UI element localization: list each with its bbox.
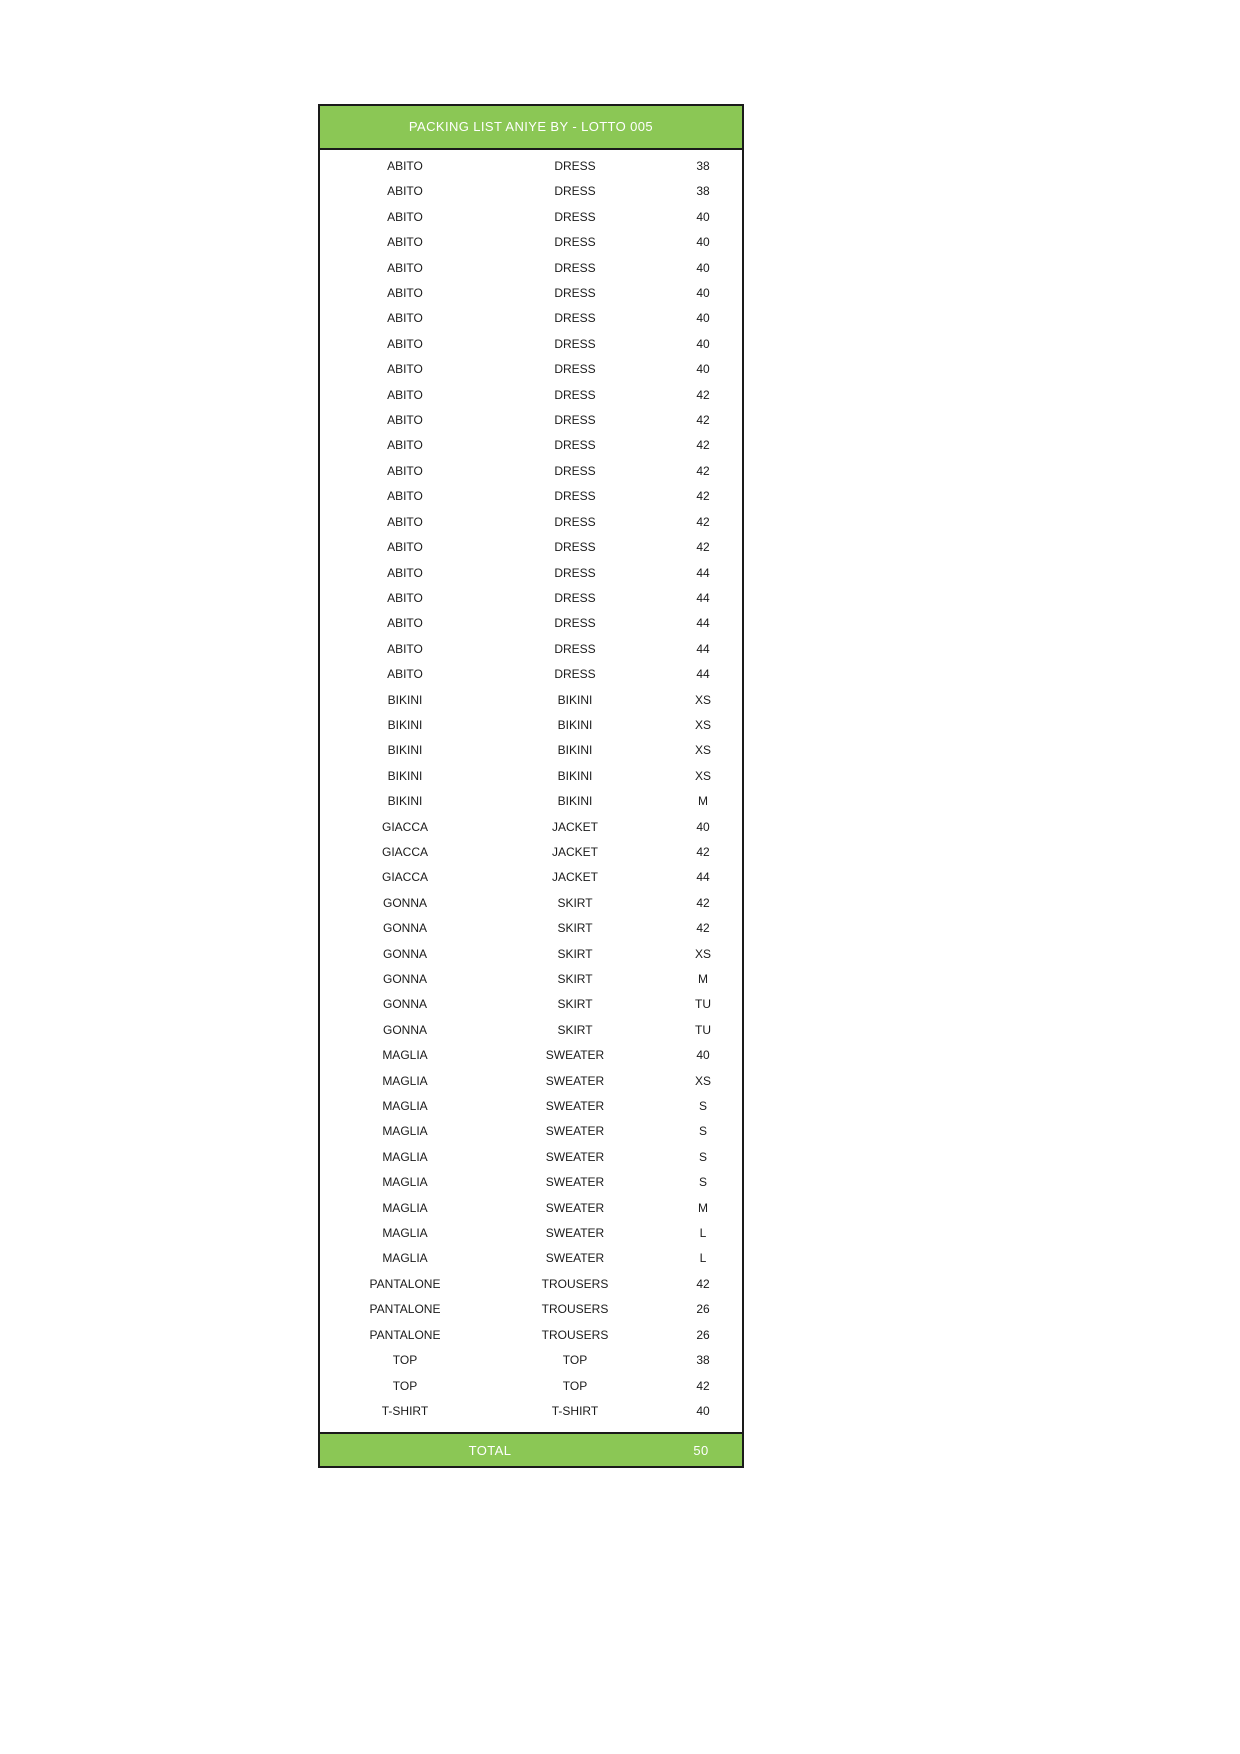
cell-item-italian: ABITO bbox=[387, 565, 423, 580]
cell-size: 42 bbox=[696, 438, 710, 453]
cell-item-italian: MAGLIA bbox=[382, 1200, 428, 1215]
cell-item-english: SWEATER bbox=[545, 1226, 605, 1241]
table-row bbox=[320, 713, 746, 738]
cell-item-english: JACKET bbox=[551, 819, 598, 834]
document-title: PACKING LIST ANIYE BY - LOTTO 005 bbox=[320, 106, 742, 150]
cell-size: 42 bbox=[696, 489, 710, 504]
table-row bbox=[320, 1170, 746, 1195]
cell-size: 42 bbox=[696, 921, 710, 936]
table-row bbox=[320, 306, 746, 331]
cell-size: XS bbox=[694, 768, 711, 783]
cell-item-english: DRESS bbox=[554, 387, 596, 402]
cell-item-english: SKIRT bbox=[557, 946, 593, 961]
cell-item-italian: ABITO bbox=[387, 159, 423, 173]
cell-item-italian: GONNA bbox=[382, 921, 427, 936]
cell-size: XS bbox=[694, 946, 711, 961]
cell-item-english: DRESS bbox=[554, 616, 596, 631]
table-row bbox=[320, 942, 746, 967]
cell-item-english: SWEATER bbox=[545, 1200, 605, 1215]
table-row bbox=[320, 281, 746, 306]
cell-item-english: TOP bbox=[562, 1378, 588, 1393]
cell-size: 44 bbox=[696, 667, 710, 682]
cell-item-italian: BIKINI bbox=[387, 794, 423, 809]
table-row bbox=[320, 383, 746, 408]
cell-size: 42 bbox=[696, 413, 710, 428]
cell-size: S bbox=[698, 1099, 707, 1114]
cell-item-english: TROUSERS bbox=[541, 1327, 609, 1342]
cell-item-english: DRESS bbox=[554, 260, 596, 275]
table-row bbox=[320, 611, 746, 636]
cell-item-english: SKIRT bbox=[557, 895, 593, 910]
cell-item-english: TOP bbox=[562, 1353, 588, 1368]
cell-item-italian: ABITO bbox=[387, 413, 423, 428]
table-row bbox=[320, 764, 746, 789]
cell-item-italian: MAGLIA bbox=[382, 1251, 428, 1266]
cell-item-english: DRESS bbox=[554, 209, 596, 224]
table-row bbox=[320, 433, 746, 458]
cell-item-italian: ABITO bbox=[387, 540, 423, 555]
cell-item-italian: PANTALONE bbox=[369, 1327, 441, 1342]
cell-item-english: DRESS bbox=[554, 184, 596, 199]
cell-item-italian: ABITO bbox=[387, 387, 423, 402]
table-row bbox=[320, 815, 746, 840]
cell-item-english: JACKET bbox=[551, 844, 598, 859]
cell-item-english: SKIRT bbox=[557, 921, 593, 936]
cell-size: 40 bbox=[696, 260, 710, 275]
table-row bbox=[320, 1069, 746, 1094]
table-row bbox=[320, 1323, 746, 1348]
table-row bbox=[320, 865, 746, 890]
cell-item-english: BIKINI bbox=[557, 692, 593, 707]
cell-item-italian: GONNA bbox=[382, 946, 427, 961]
cell-item-english: SWEATER bbox=[545, 1073, 605, 1088]
cell-item-italian: ABITO bbox=[387, 209, 423, 224]
cell-size: 40 bbox=[696, 311, 710, 326]
cell-item-italian: ABITO bbox=[387, 286, 423, 301]
cell-size: 44 bbox=[696, 565, 710, 580]
cell-item-italian: ABITO bbox=[387, 438, 423, 453]
cell-item-english: DRESS bbox=[554, 463, 596, 478]
cell-item-english: TROUSERS bbox=[541, 1302, 609, 1317]
cell-size: 42 bbox=[696, 463, 710, 478]
cell-size: XS bbox=[694, 692, 711, 707]
table-row bbox=[320, 1119, 746, 1144]
cell-size: S bbox=[698, 1175, 707, 1190]
table-row bbox=[320, 1272, 746, 1297]
cell-item-english: DRESS bbox=[554, 489, 596, 504]
cell-item-english: DRESS bbox=[554, 413, 596, 428]
packing-list-table bbox=[320, 154, 746, 1424]
table-row bbox=[320, 1399, 746, 1424]
cell-item-italian: GIACCA bbox=[381, 819, 428, 834]
cell-item-english: SKIRT bbox=[557, 997, 593, 1012]
cell-item-english: SWEATER bbox=[545, 1149, 605, 1164]
cell-size: 40 bbox=[696, 362, 710, 377]
document-footer bbox=[320, 1432, 742, 1466]
table-row bbox=[320, 688, 746, 713]
cell-item-italian: ABITO bbox=[387, 311, 423, 326]
cell-size: XS bbox=[694, 743, 711, 758]
cell-size: S bbox=[698, 1124, 707, 1139]
cell-size: TU bbox=[695, 1022, 711, 1037]
cell-item-italian: MAGLIA bbox=[382, 1073, 428, 1088]
cell-size: 40 bbox=[696, 286, 710, 301]
cell-size: 42 bbox=[696, 1378, 710, 1393]
cell-size: 26 bbox=[696, 1302, 710, 1317]
table-row bbox=[320, 256, 746, 281]
packing-list-body bbox=[320, 150, 742, 1432]
cell-size: 42 bbox=[696, 514, 710, 529]
table-row bbox=[320, 1374, 746, 1399]
cell-item-italian: ABITO bbox=[387, 260, 423, 275]
cell-item-english: SWEATER bbox=[545, 1124, 605, 1139]
cell-item-english: DRESS bbox=[554, 311, 596, 326]
table-row bbox=[320, 967, 746, 992]
cell-size: M bbox=[698, 972, 708, 986]
cell-size: 42 bbox=[696, 387, 710, 402]
cell-item-italian: MAGLIA bbox=[382, 1048, 428, 1063]
cell-size: 40 bbox=[696, 1048, 710, 1063]
cell-item-english: DRESS bbox=[554, 159, 596, 173]
cell-item-english: DRESS bbox=[554, 362, 596, 377]
table-row bbox=[320, 637, 746, 662]
table-row bbox=[320, 891, 746, 916]
cell-item-english: SKIRT bbox=[557, 1022, 593, 1037]
table-row bbox=[320, 840, 746, 865]
cell-item-english: DRESS bbox=[554, 667, 596, 682]
cell-item-english: DRESS bbox=[554, 514, 596, 529]
cell-item-italian: ABITO bbox=[387, 235, 423, 250]
cell-item-english: SWEATER bbox=[545, 1048, 605, 1063]
cell-size: M bbox=[698, 794, 708, 809]
cell-size: 42 bbox=[696, 1276, 710, 1291]
table-row bbox=[320, 561, 746, 586]
cell-item-italian: ABITO bbox=[387, 463, 423, 478]
table-row bbox=[320, 179, 746, 204]
cell-item-english: T-SHIRT bbox=[551, 1403, 599, 1418]
cell-item-english: JACKET bbox=[551, 870, 598, 885]
cell-size: 40 bbox=[696, 336, 710, 351]
cell-item-italian: GONNA bbox=[382, 972, 427, 986]
cell-item-italian: PANTALONE bbox=[369, 1276, 441, 1291]
cell-item-italian: GONNA bbox=[382, 895, 427, 910]
cell-item-italian: GONNA bbox=[382, 997, 427, 1012]
cell-item-english: SWEATER bbox=[545, 1251, 605, 1266]
cell-item-italian: GIACCA bbox=[381, 844, 428, 859]
cell-item-english: DRESS bbox=[554, 565, 596, 580]
cell-size: 44 bbox=[696, 641, 710, 656]
cell-size: XS bbox=[694, 1073, 711, 1088]
cell-size: 44 bbox=[696, 870, 710, 885]
cell-item-italian: ABITO bbox=[387, 489, 423, 504]
cell-size: M bbox=[698, 1200, 708, 1215]
table-row bbox=[320, 789, 746, 814]
cell-item-english: DRESS bbox=[554, 540, 596, 555]
cell-item-italian: PANTALONE bbox=[369, 1302, 441, 1317]
cell-item-italian: ABITO bbox=[387, 590, 423, 605]
table-row bbox=[320, 586, 746, 611]
cell-size: 42 bbox=[696, 540, 710, 555]
table-row bbox=[320, 1043, 746, 1068]
cell-item-italian: ABITO bbox=[387, 641, 423, 656]
cell-item-italian: MAGLIA bbox=[382, 1226, 428, 1241]
table-row bbox=[320, 738, 746, 763]
cell-size: 44 bbox=[696, 590, 710, 605]
cell-size: 40 bbox=[696, 1403, 710, 1418]
total-label: TOTAL bbox=[468, 1442, 512, 1458]
cell-item-italian: BIKINI bbox=[387, 768, 423, 783]
table-row bbox=[320, 205, 746, 230]
table-row bbox=[320, 1094, 746, 1119]
cell-item-italian: TOP bbox=[392, 1353, 418, 1368]
cell-item-italian: MAGLIA bbox=[382, 1175, 428, 1190]
cell-item-english: BIKINI bbox=[557, 794, 593, 809]
cell-size: L bbox=[699, 1226, 707, 1241]
cell-size: 26 bbox=[696, 1327, 710, 1342]
cell-item-italian: ABITO bbox=[387, 336, 423, 351]
cell-item-english: BIKINI bbox=[557, 743, 593, 758]
cell-item-italian: TOP bbox=[392, 1378, 418, 1393]
cell-item-english: BIKINI bbox=[557, 768, 593, 783]
table-row bbox=[320, 1196, 746, 1221]
cell-item-english: SWEATER bbox=[545, 1099, 605, 1114]
table-row bbox=[320, 1348, 746, 1373]
cell-size: 42 bbox=[696, 844, 710, 859]
cell-size: XS bbox=[694, 717, 711, 732]
table-row bbox=[320, 1297, 746, 1322]
cell-size: TU bbox=[695, 997, 711, 1012]
cell-size: L bbox=[699, 1251, 707, 1266]
cell-item-italian: MAGLIA bbox=[382, 1149, 428, 1164]
cell-size: 38 bbox=[696, 1353, 710, 1368]
cell-size: 38 bbox=[696, 159, 710, 173]
cell-item-english: DRESS bbox=[554, 336, 596, 351]
total-value: 50 bbox=[693, 1442, 709, 1458]
table-row bbox=[320, 408, 746, 433]
cell-size: S bbox=[698, 1149, 707, 1164]
cell-item-english: DRESS bbox=[554, 438, 596, 453]
cell-item-italian: GIACCA bbox=[381, 870, 428, 885]
cell-size: 40 bbox=[696, 209, 710, 224]
cell-item-english: TROUSERS bbox=[541, 1276, 609, 1291]
cell-item-english: DRESS bbox=[554, 286, 596, 301]
table-row bbox=[320, 1246, 746, 1271]
cell-size: 44 bbox=[696, 616, 710, 631]
cell-item-italian: MAGLIA bbox=[382, 1099, 428, 1114]
table-row bbox=[320, 230, 746, 255]
cell-size: 42 bbox=[696, 895, 710, 910]
cell-item-english: DRESS bbox=[554, 641, 596, 656]
table-row bbox=[320, 357, 746, 382]
cell-item-italian: BIKINI bbox=[387, 717, 423, 732]
cell-size: 38 bbox=[696, 184, 710, 199]
table-row bbox=[320, 459, 746, 484]
cell-item-english: BIKINI bbox=[557, 717, 593, 732]
cell-size: 40 bbox=[696, 819, 710, 834]
table-row bbox=[320, 484, 746, 509]
table-row bbox=[320, 1018, 746, 1043]
cell-item-italian: BIKINI bbox=[387, 743, 423, 758]
table-row bbox=[320, 662, 746, 687]
cell-item-italian: ABITO bbox=[387, 514, 423, 529]
table-row bbox=[320, 1145, 746, 1170]
cell-item-english: DRESS bbox=[554, 590, 596, 605]
table-row bbox=[320, 916, 746, 941]
table-row bbox=[320, 510, 746, 535]
packing-list-document bbox=[318, 104, 744, 1468]
cell-item-italian: BIKINI bbox=[387, 692, 423, 707]
table-row bbox=[320, 332, 746, 357]
cell-item-italian: ABITO bbox=[387, 667, 423, 682]
cell-item-italian: T-SHIRT bbox=[381, 1403, 429, 1418]
cell-item-italian: ABITO bbox=[387, 184, 423, 199]
table-row bbox=[320, 1221, 746, 1246]
cell-item-english: SKIRT bbox=[557, 972, 593, 986]
cell-item-italian: MAGLIA bbox=[382, 1124, 428, 1139]
cell-size: 40 bbox=[696, 235, 710, 250]
table-row bbox=[320, 992, 746, 1017]
cell-item-italian: ABITO bbox=[387, 362, 423, 377]
cell-item-italian: ABITO bbox=[387, 616, 423, 631]
cell-item-english: DRESS bbox=[554, 235, 596, 250]
table-row bbox=[320, 154, 746, 179]
cell-item-italian: GONNA bbox=[382, 1022, 427, 1037]
table-row bbox=[320, 535, 746, 560]
cell-item-english: SWEATER bbox=[545, 1175, 605, 1190]
